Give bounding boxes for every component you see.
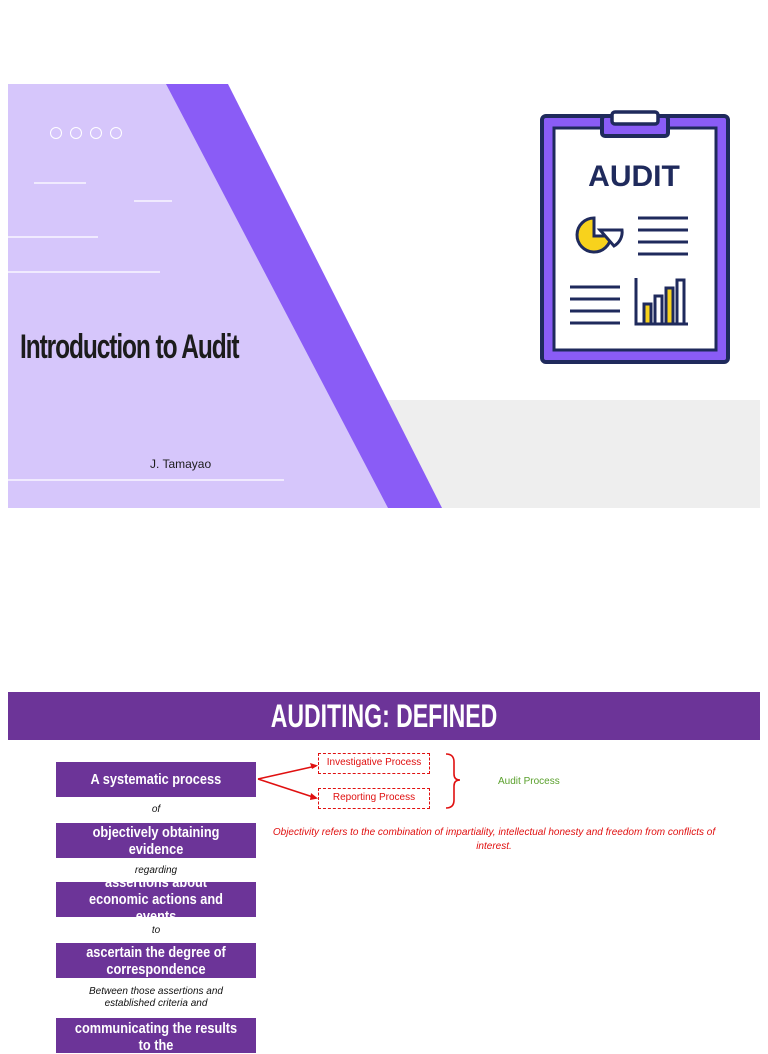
connector-to: to — [151, 925, 161, 936]
process-step-3: assertions about economic actions and events — [56, 882, 256, 917]
process-step-5: communicating the results to the — [56, 1018, 256, 1053]
dot-1 — [50, 127, 62, 139]
audit-process-label: Audit Process — [498, 776, 560, 787]
title-slide — [8, 84, 760, 508]
process-step-2: objectively obtaining evidence — [56, 823, 256, 858]
connector-of: of — [151, 804, 161, 815]
slide-title: AUDITING: DEFINED — [270, 698, 498, 734]
reporting-process-box: Reporting Process — [318, 788, 430, 809]
connector-between: Between those assertions and established criteria and — [89, 986, 223, 1009]
connector-regarding: regarding — [134, 865, 178, 876]
dot-3 — [90, 127, 102, 139]
definition-slide — [8, 692, 760, 1054]
investigative-process-box: Investigative Process — [318, 753, 430, 774]
slide-title: Introduction to Audit — [20, 328, 239, 366]
process-step-1: A systematic process — [56, 762, 256, 797]
clipboard-text: AUDIT — [588, 160, 680, 193]
process-arrows — [8, 692, 760, 1024]
dot-2 — [70, 127, 82, 139]
dot-4 — [110, 127, 122, 139]
objectivity-note: Objectivity refers to the combination of impartiality, intellectual honesty and freedom from conflicts of interest. — [272, 827, 716, 852]
clipboard-audit-icon — [538, 110, 738, 368]
author-name: J. Tamayao — [150, 457, 212, 471]
process-step-4: ascertain the degree of correspondence — [56, 943, 256, 978]
decorative-dots — [50, 127, 122, 139]
